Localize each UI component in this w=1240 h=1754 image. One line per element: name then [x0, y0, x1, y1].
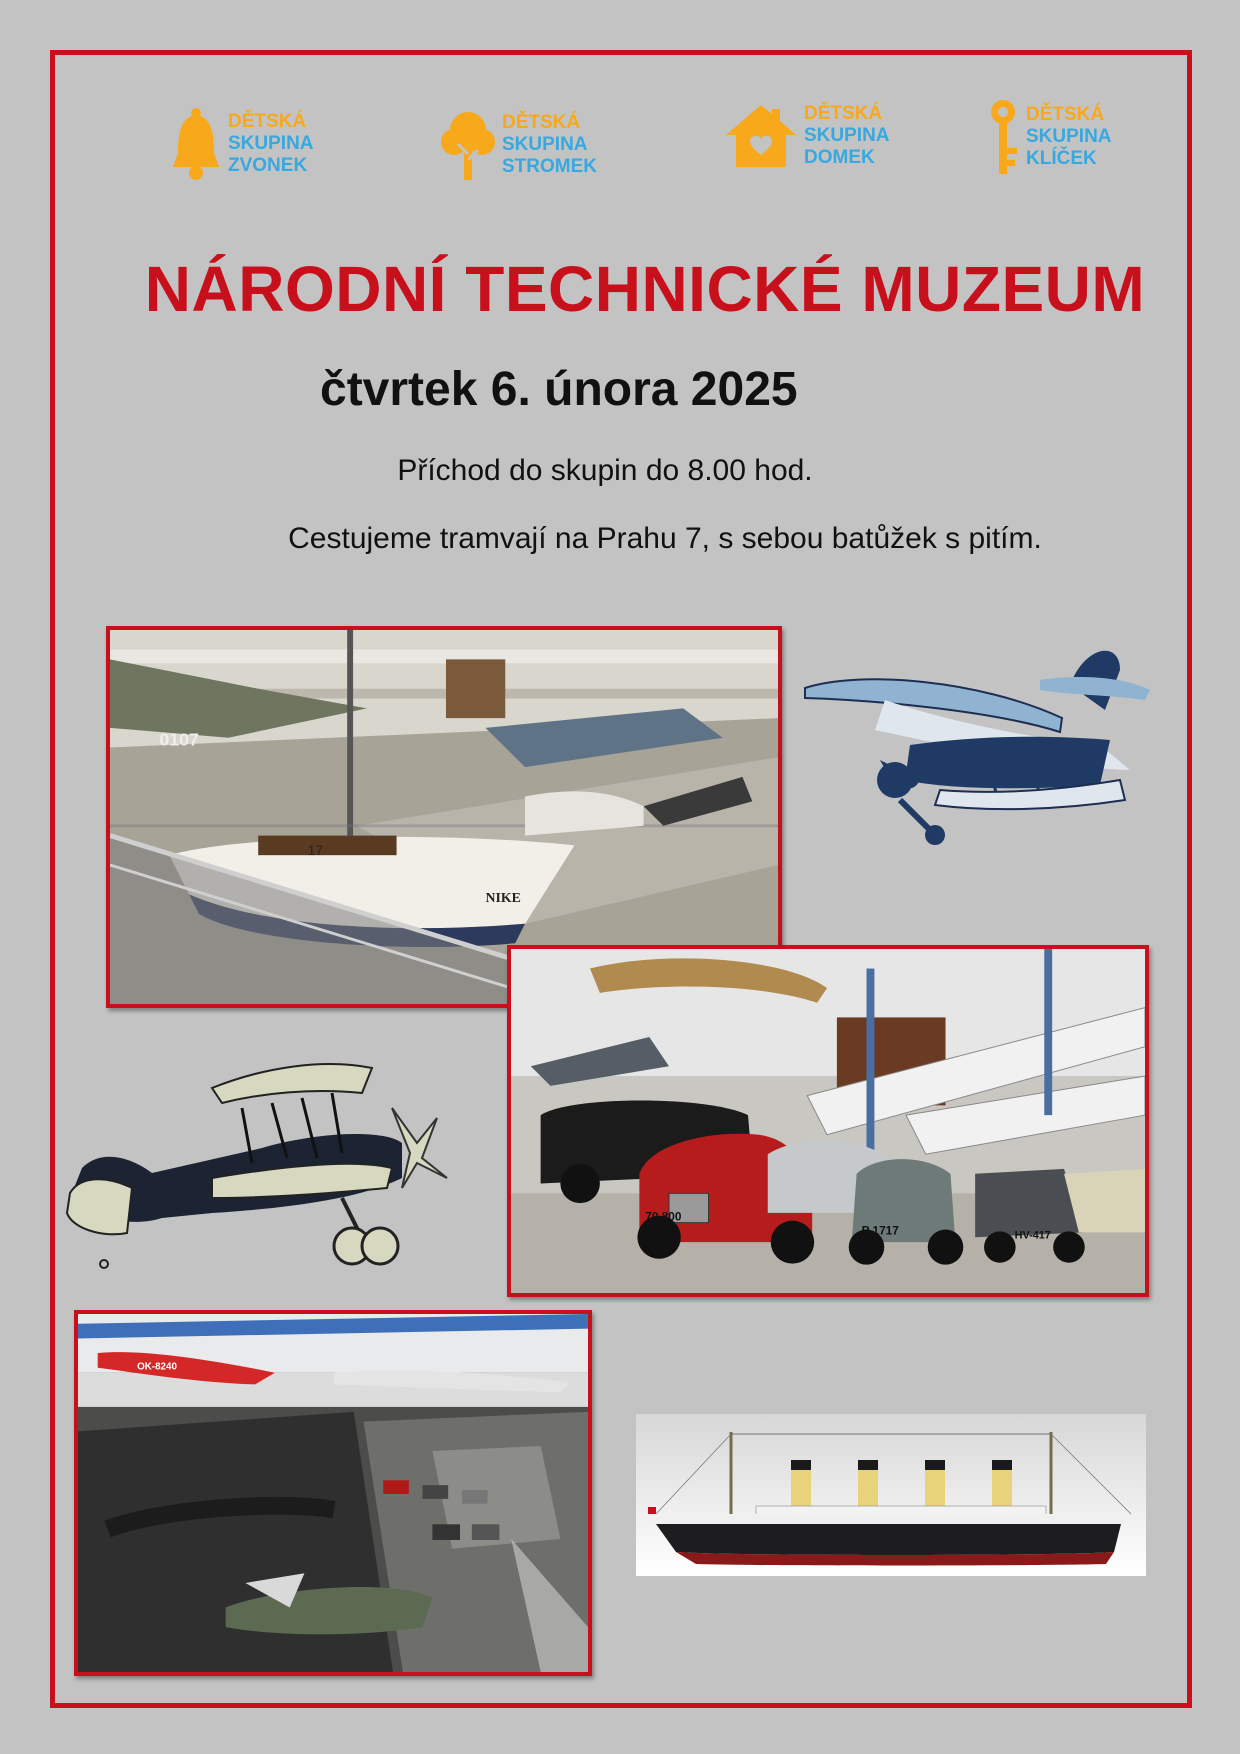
plane-code: 0107: [159, 729, 199, 750]
logo-stromek: [440, 108, 597, 182]
logo-zvonek-text: [228, 111, 314, 177]
event-date: čtvrtek 6. února 2025: [320, 363, 798, 416]
logo-domek-line3: DOMEK: [804, 147, 875, 168]
key-icon: [986, 98, 1020, 176]
logo-zvonek: [170, 105, 314, 183]
biplane-dark-clipart: [62, 1048, 452, 1273]
logo-stromek-line2: SKUPINA: [502, 134, 588, 155]
logo-klicek-line3: KLÍČEK: [1026, 148, 1097, 169]
logo-domek-line1: DĚTSKÁ: [804, 103, 883, 124]
page-title: NÁRODNÍ TECHNICKÉ MUZEUM: [144, 253, 1146, 325]
car-plate-3: HV-417: [1014, 1229, 1051, 1242]
logo-domek-line2: SKUPINA: [804, 125, 890, 146]
logo-domek: [724, 103, 890, 169]
photo-museum-hall-overview: [74, 1310, 592, 1676]
arrival-info: Příchod do skupin do 8.00 hod.: [397, 454, 813, 487]
logo-stromek-text: [502, 112, 597, 178]
logo-klicek-line2: SKUPINA: [1026, 126, 1112, 147]
tree-icon: [440, 108, 496, 182]
car-plate-2: P 1717: [861, 1224, 899, 1238]
logo-zvonek-line2: SKUPINA: [228, 133, 314, 154]
overview-plane-code: OK-8240: [137, 1361, 177, 1373]
photo-museum-hall-cars: [507, 945, 1149, 1297]
logo-klicek-text: [1026, 104, 1112, 170]
logo-klicek-line1: DĚTSKÁ: [1026, 104, 1105, 125]
logo-zvonek-line3: ZVONEK: [228, 155, 308, 176]
logo-stromek-line3: STROMEK: [502, 156, 597, 177]
car-plate-1: 70 800: [645, 1210, 682, 1224]
logo-klicek: [986, 98, 1112, 176]
ship-illustration: [636, 1414, 1146, 1576]
bell-icon: [170, 105, 222, 183]
travel-info: Cestujeme tramvají na Prahu 7, s sebou batůžek s pitím.: [288, 522, 1042, 555]
logo-stromek-line1: DĚTSKÁ: [502, 112, 581, 133]
biplane-blue-clipart: [800, 640, 1152, 850]
logo-zvonek-line1: DĚTSKÁ: [228, 111, 307, 132]
logo-domek-text: [804, 103, 890, 169]
boat-number: 17: [307, 843, 324, 859]
boat-label: NIKE: [485, 890, 521, 906]
house-icon: [724, 103, 798, 169]
